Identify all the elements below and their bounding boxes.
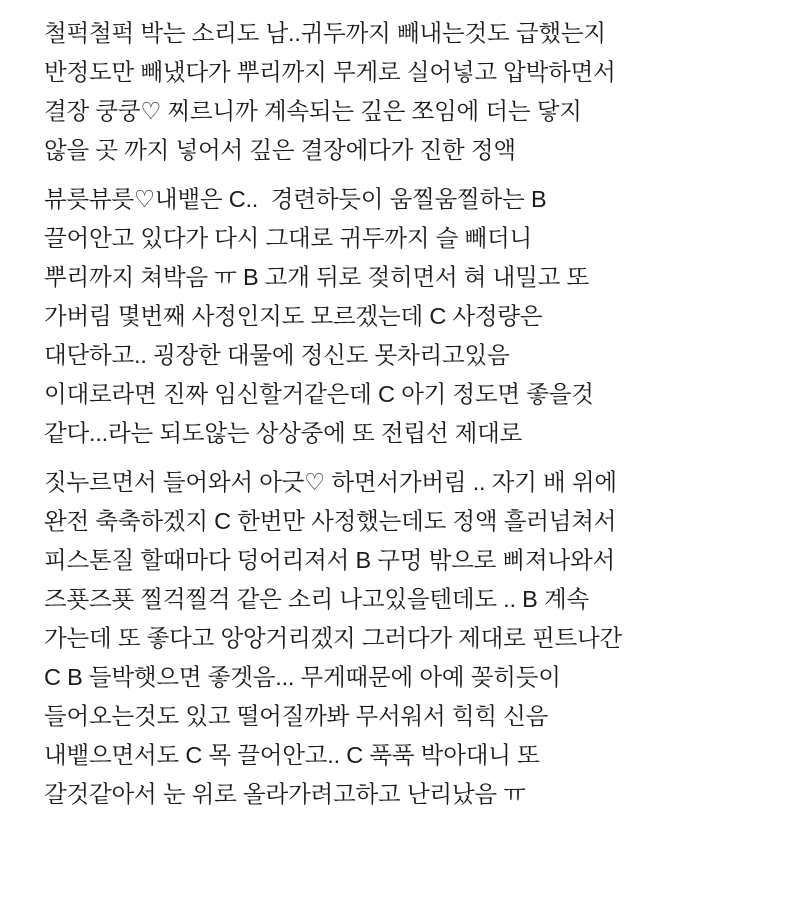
text-block-2 [44, 180, 770, 453]
text-line: 않을 곳 까지 넣어서 깊은 결장에다가 진한 정액 [44, 137, 516, 163]
text-line: 가버림 몇번째 사정인지도 모르겠는데 C 사정량은 [44, 303, 543, 329]
text-line: 대단하고.. 굉장한 대물에 정신도 못차리고있음 [44, 342, 510, 368]
text-line: 뿌리까지 쳐박음 ㅠ B 고개 뒤로 젖히면서 혀 내밀고 또 [44, 264, 589, 290]
text-block-3 [44, 463, 770, 814]
text-line: 내뱉으면서도 C 목 끌어안고.. C 푹푹 박아대니 또 [44, 742, 540, 768]
text-line: 짓누르면서 들어와서 아긋♡ 하면서가버림 .. 자기 배 위에 [44, 469, 617, 495]
text-line: 들어오는것도 있고 떨어질까봐 무서워서 힉힉 신음 [44, 703, 549, 729]
text-line: 피스톤질 할때마다 덩어리져서 B 구멍 밖으로 삐져나와서 [44, 547, 615, 573]
text-line: 끌어안고 있다가 다시 그대로 귀두까지 슬 빼더니 [44, 225, 532, 251]
text-line: 같다...라는 되도않는 상상중에 또 전립선 제대로 [44, 420, 523, 446]
text-line: 반정도만 빼냈다가 뿌리까지 무게로 실어넣고 압박하면서 [44, 59, 616, 85]
text-line: 뷰릇뷰릇♡내뱉은 C.. 경련하듯이 움찔움찔하는 B [44, 186, 547, 212]
text-line: 철퍽철퍽 박는 소리도 남..귀두까지 빼내는것도 급했는지 [44, 20, 606, 46]
text-line: 가는데 또 좋다고 앙앙거리겠지 그러다가 제대로 핀트나간 [44, 625, 622, 651]
text-line: 갈것같아서 눈 위로 올라가려고하고 난리났음 ㅠ [44, 781, 526, 807]
text-line: C B 들박햇으면 좋겟음... 무게때문에 아예 꽂히듯이 [44, 664, 561, 690]
text-line: 이대로라면 진짜 임신할거같은데 C 아기 정도면 좋을것 [44, 381, 594, 407]
text-line: 즈푯즈푯 찔걱찔걱 같은 소리 나고있을텐데도 .. B 계속 [44, 586, 589, 612]
text-line: 완전 축축하겠지 C 한번만 사정했는데도 정액 흘러넘쳐서 [44, 508, 617, 534]
text-block-1 [44, 14, 770, 170]
text-line: 결장 쿵쿵♡ 찌르니까 계속되는 깊은 쪼임에 더는 닿지 [44, 98, 582, 124]
